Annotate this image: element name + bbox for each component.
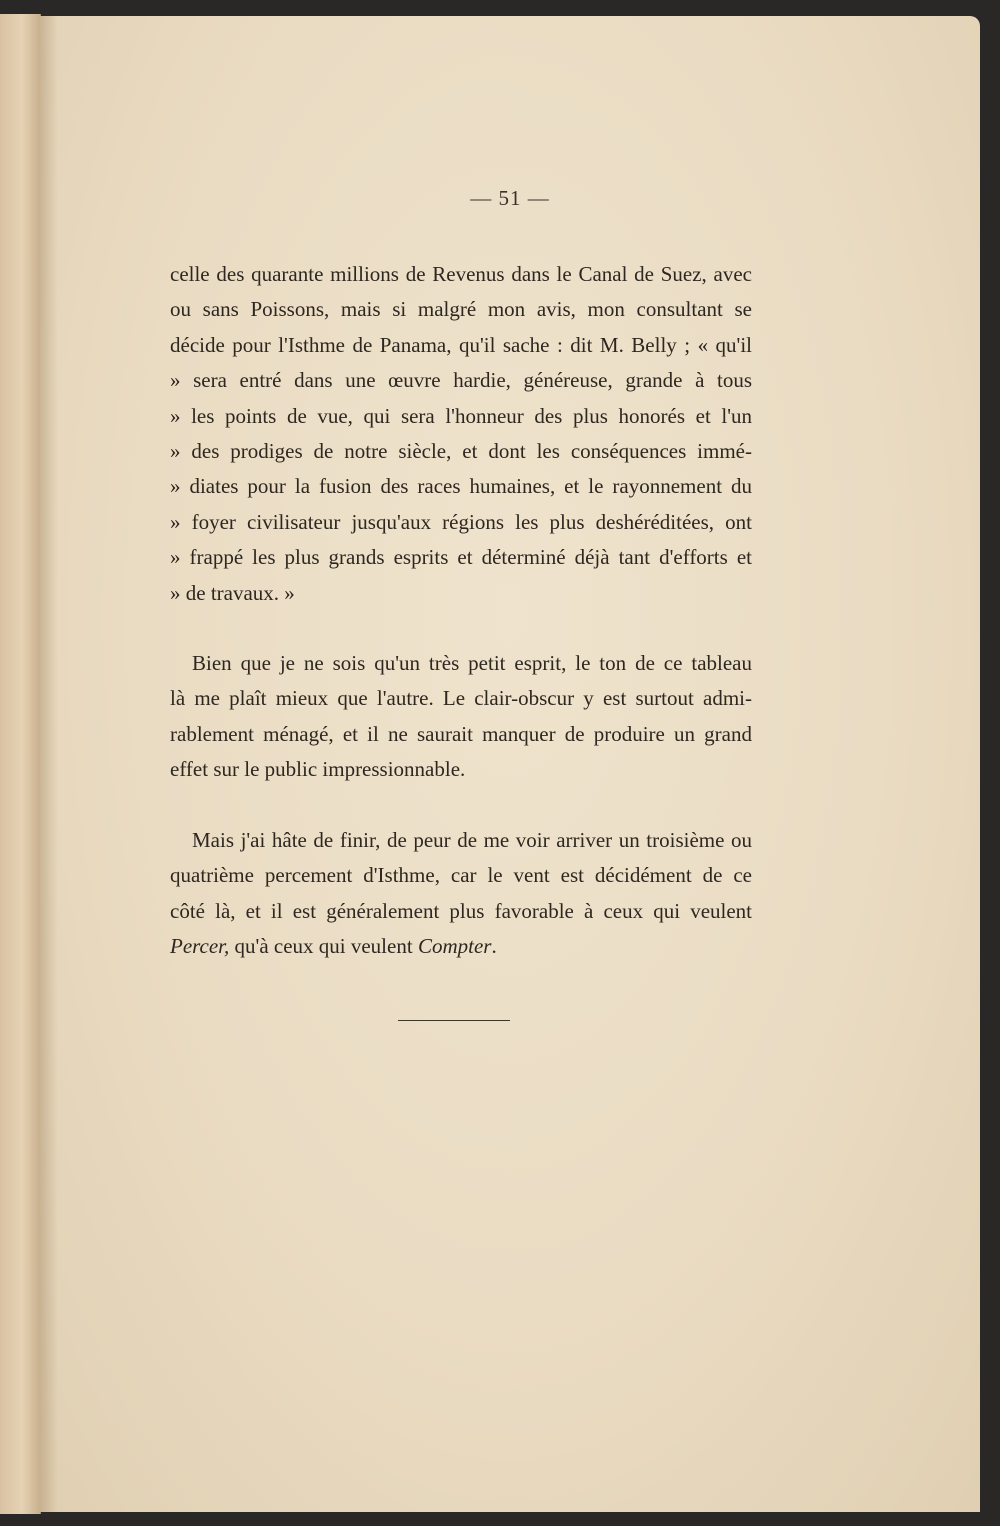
text-fragment: . [491,933,497,958]
text-line: quatrième percement d'Isthme, car le vent est décidément de ce [170,863,752,888]
text-line: » de travaux. » [170,580,295,605]
text-line: Mais j'ai hâte de finir, de peur de me voir arriver un troisième ou [192,827,752,852]
book-page [40,16,980,1512]
paragraph-gap [170,611,752,646]
text-line: Bien que je ne sois qu'un très petit esprit, le ton de ce tableau [192,651,752,676]
facing-page-edge [0,14,41,1514]
paragraph-tableau [170,646,752,788]
paragraph-quote [170,257,752,611]
page-number: — 51 — [470,186,550,210]
body-text [170,257,752,964]
text-line: côté là, et il est généralement plus favorable à ceux qui veulent [170,898,752,923]
text-line: » les points de vue, qui sera l'honneur des plus honorés et l'un [170,403,752,428]
text-line: là me plaît mieux que l'autre. Le clair-obscur y est surtout admi- [170,686,752,711]
text-line: » diates pour la fusion des races humaines, et le rayonnement du [170,474,752,499]
percer-word: Percer, [170,933,230,958]
text-line: » frappé les plus grands esprits et déterminé déjà tant d'efforts et [170,545,752,570]
text-line: » des prodiges de notre siècle, et dont les conséquences immé- [170,439,752,464]
text-line: décide pour l'Isthme de Panama, qu'il sache : dit M. Belly ; « qu'il [170,332,752,357]
text-line: » sera entré dans une œuvre hardie, généreuse, grande à tous [170,368,752,393]
text-line: rablement ménagé, et il ne saurait manquer de produire un grand [170,721,752,746]
paragraph-gap [170,788,752,823]
paragraph-conclusion [170,823,752,965]
text-line: celle des quarante millions de Revenus dans le Canal de Suez, avec [170,262,752,286]
text-fragment: qu'à ceux qui veulent [229,933,418,958]
text-line: effet sur le public impressionnable. [170,757,466,782]
text-line-final [170,929,752,964]
closing-rule [398,1020,510,1021]
compter-word: Compter [417,933,492,958]
text-line: ou sans Poissons, mais si malgré mon avis, mon consultant se [170,297,752,322]
text-line: » foyer civilisateur jusqu'aux régions les plus deshéréditées, ont [170,509,752,534]
